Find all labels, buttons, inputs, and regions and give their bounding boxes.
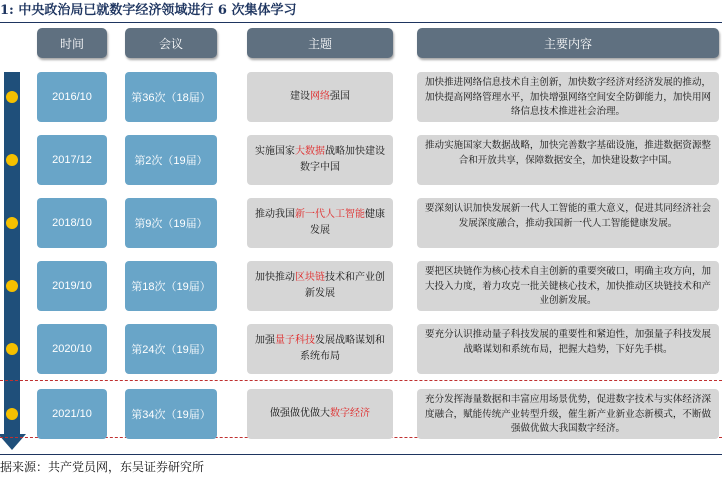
page-title: 1: 中央政治局已就数字经济领域进行 6 次集体学习 [0, 3, 297, 18]
theme-prefix: 推动我国 [255, 209, 295, 220]
row-content-text: 加快推进网络信息技术自主创新，加快数字经济对经济发展的推动，加快提高网络管理水平，加快增强网络空间安全防御能力，加快用网络信息技术推进社会治理。 [425, 77, 711, 117]
row-theme [247, 389, 393, 439]
row-time: 2016/10 [37, 72, 107, 122]
row-theme-text [253, 270, 387, 302]
row-content-text: 推动实施国家大数据战略，加快完善数字基础设施，推进数据资源整合和开放共享，保障数据安全，加快建设数字中国。 [425, 140, 711, 166]
row-time: 2019/10 [37, 261, 107, 311]
theme-suffix: 发展战略谋划和系统布局 [300, 335, 385, 362]
header-meeting: 会议 [125, 28, 217, 58]
row-time: 2017/12 [37, 135, 107, 185]
theme-suffix: 技术和产业创新发展 [305, 272, 385, 299]
theme-highlight: 区块链 [295, 272, 325, 283]
row-theme-text [253, 207, 387, 239]
row-theme [247, 261, 393, 311]
theme-prefix: 建设 [290, 91, 310, 102]
theme-prefix: 实施国家 [255, 146, 295, 157]
row-theme [247, 198, 393, 248]
row-content [417, 324, 719, 374]
theme-suffix: 强国 [330, 91, 350, 102]
row-theme-text [270, 406, 370, 422]
header-content: 主要内容 [417, 28, 719, 58]
header-time: 时间 [37, 28, 107, 58]
row-theme [247, 72, 393, 122]
row-meeting: 第24次（19届） [125, 324, 217, 374]
row-meeting: 第34次（19届） [125, 389, 217, 439]
theme-suffix: 战略加快建设数字中国 [300, 146, 385, 173]
row-theme-text [253, 333, 387, 365]
theme-highlight: 大数据 [295, 146, 325, 157]
row-content-text: 要充分认识推动量子科技发展的重要性和紧迫性，加强量子科技发展战略谋划和系统布局，把握大趋势，下好先手棋。 [425, 329, 711, 355]
theme-highlight: 数字经济 [330, 408, 370, 419]
row-content-text: 充分发挥海量数据和丰富应用场景优势，促进数字技术与实体经济深度融合，赋能传统产业转型升级，催生新产业新业态新模式，不断做强做优做大我国数字经济。 [425, 394, 711, 434]
row-content [417, 135, 719, 185]
theme-prefix: 加强 [255, 335, 275, 346]
theme-highlight: 量子科技 [275, 335, 315, 346]
theme-suffix: 健康发展 [310, 209, 385, 236]
row-content [417, 389, 719, 439]
title-divider [0, 22, 722, 23]
theme-highlight: 网络 [310, 91, 330, 102]
timeline-dot-icon [6, 217, 18, 229]
theme-prefix: 加快推动 [255, 272, 295, 283]
row-time: 2021/10 [37, 389, 107, 439]
row-meeting: 第36次（18届） [125, 72, 217, 122]
header-theme: 主题 [247, 28, 393, 58]
row-theme-text [290, 89, 350, 105]
timeline-dot-icon [6, 343, 18, 355]
timeline-dot-icon [6, 408, 18, 420]
timeline-dot-icon [6, 154, 18, 166]
row-content [417, 72, 719, 122]
row-theme-text [253, 144, 387, 176]
row-content [417, 261, 719, 311]
theme-highlight: 新一代人工智能 [295, 209, 365, 220]
row-theme [247, 324, 393, 374]
dashed-separator-top [0, 380, 722, 381]
row-content-text: 要深刻认识加快发展新一代人工智能的重大意义，促进其同经济社会发展深度融合，推动我国新一代人工智能健康发展。 [425, 203, 711, 229]
row-time: 2018/10 [37, 198, 107, 248]
row-meeting: 第18次（19届） [125, 261, 217, 311]
source-note: 据来源：共产党员网，东吴证券研究所 [0, 460, 205, 474]
theme-prefix: 做强做优做大 [270, 408, 330, 419]
row-meeting: 第9次（19届） [125, 198, 217, 248]
row-content-text: 要把区块链作为核心技术自主创新的重要突破口，明确主攻方向，加大投入力度，着力攻克一批关键核心技术，加快推动区块链技术和产业创新发展。 [425, 266, 711, 306]
source-divider [0, 454, 722, 455]
row-time: 2020/10 [37, 324, 107, 374]
timeline-dot-icon [6, 280, 18, 292]
row-content [417, 198, 719, 248]
timeline-dot-icon [6, 91, 18, 103]
row-meeting: 第2次（19届） [125, 135, 217, 185]
row-theme [247, 135, 393, 185]
